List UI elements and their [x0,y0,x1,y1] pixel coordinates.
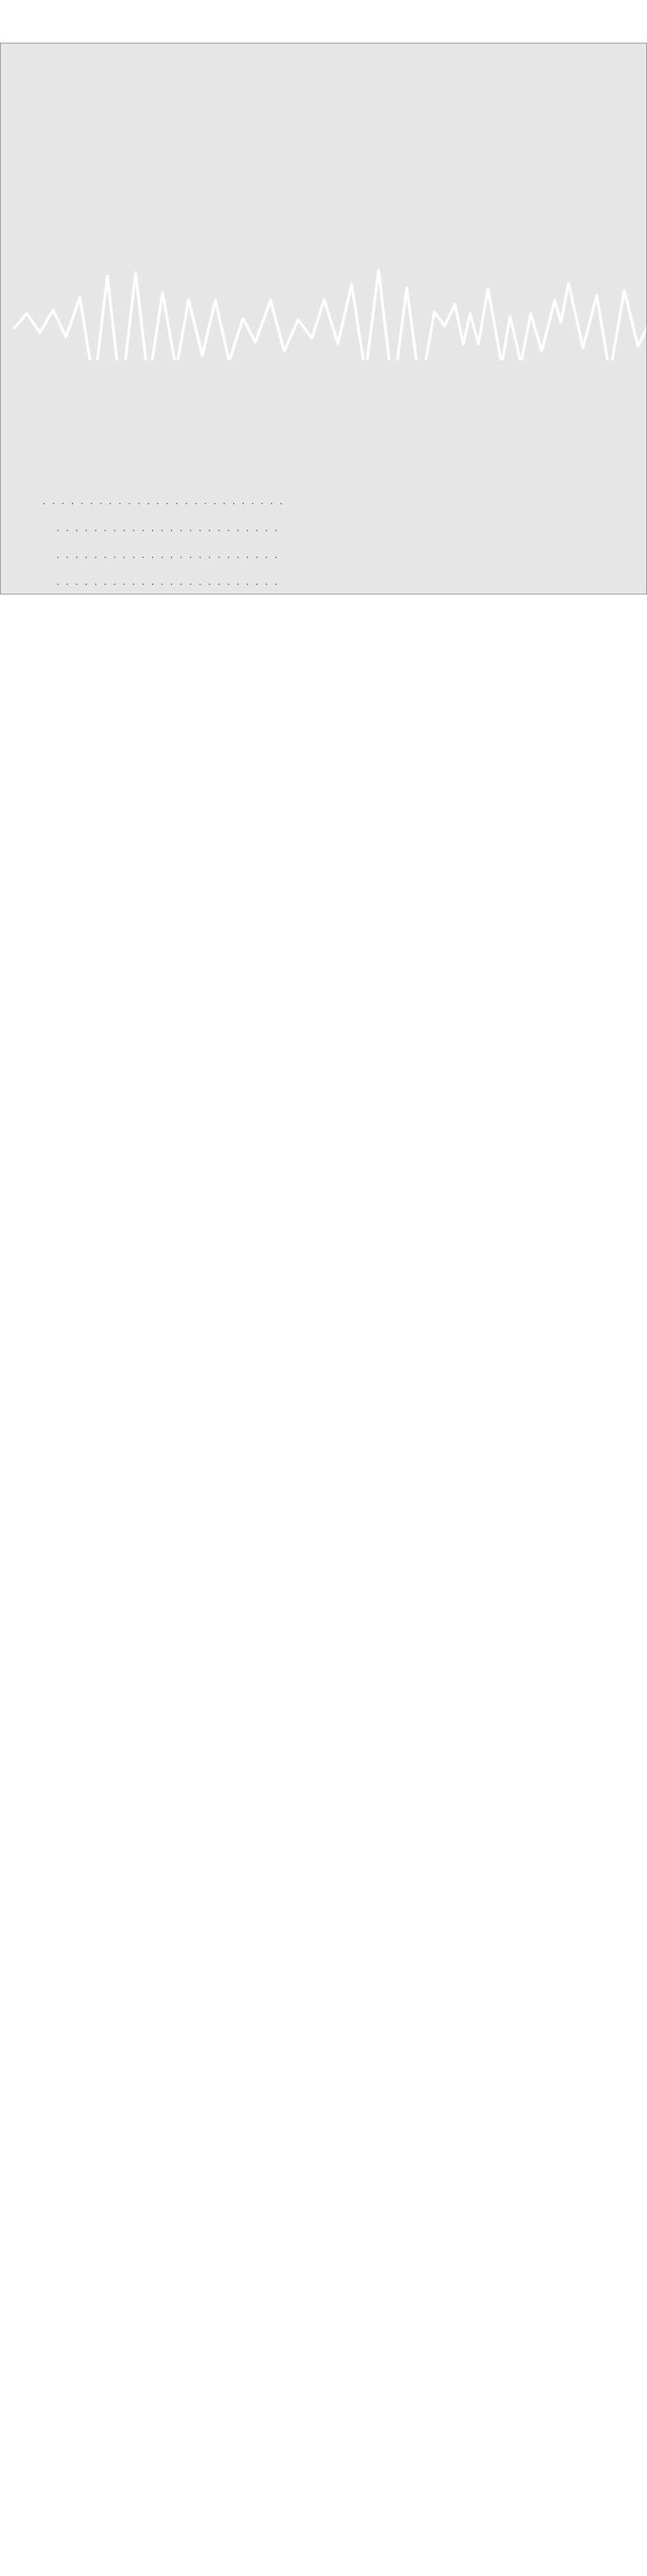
toc-entry-chapter-2[interactable] [41,545,284,560]
toc-leader-dots [43,495,282,506]
contents-spread [0,43,647,594]
toc-entry-welcome[interactable] [41,491,284,506]
sound-wave-graphic [1,257,647,360]
toc-leader-dots [56,576,282,587]
toc-entry-chapter-3[interactable] [41,572,284,587]
toc-leader-dots [56,522,282,533]
toc-leader-dots [56,549,282,560]
toc-entry-chapter-1[interactable] [41,518,284,533]
